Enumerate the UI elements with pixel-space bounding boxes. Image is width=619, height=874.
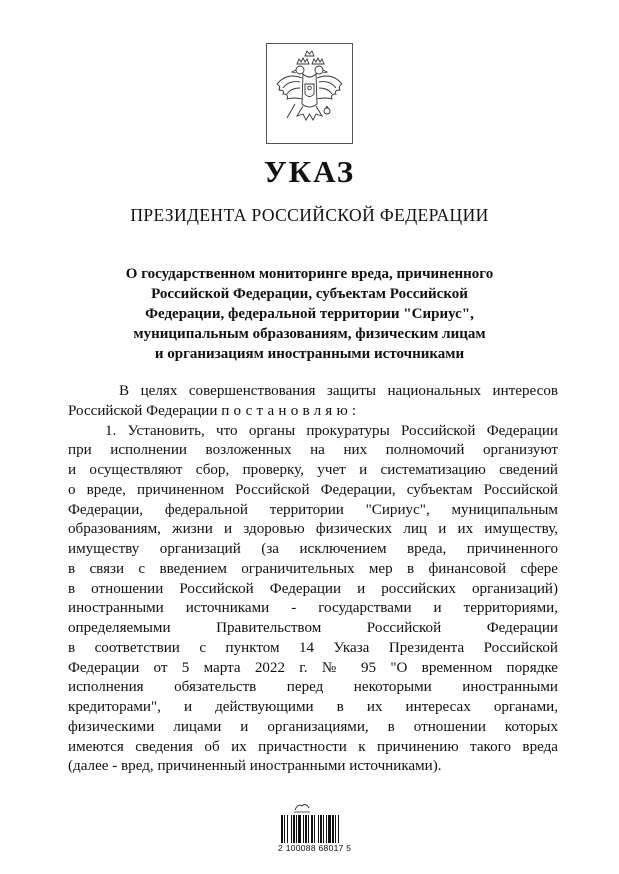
subject-line: муниципальным образованиям, физическим лицам (133, 326, 486, 342)
paragraph-line: о вреде, причиненном Российской Федерации, субъектам Российской (68, 481, 558, 498)
paragraph-line: определяемыми Правительством Российской Федерации (68, 620, 558, 636)
state-emblem (266, 43, 353, 144)
issuer-line: ПРЕЗИДЕНТА РОССИЙСКОЙ ФЕДЕРАЦИИ (130, 205, 489, 225)
preamble-line: В целях совершенствования защиты национальных интересов (119, 383, 558, 399)
decree-word: постановляю: (221, 402, 361, 419)
paragraph-line: при исполнении возложенных на них полномочий организуют (68, 442, 558, 459)
paragraph-line: в связи с введением ограничительных мер в финансовой сфере (68, 560, 558, 577)
decree-body (68, 382, 558, 777)
barcode (281, 815, 366, 843)
barcode-number: 2 100088 68017 5 (278, 843, 352, 853)
paragraph-line: 1. Установить, что органы прокуратуры Российской Федерации (105, 422, 558, 439)
subject-line: Федерации, федеральной территории "Сириус", (145, 306, 474, 322)
paragraph-line: имуществу организаций (за исключением вреда, причиненного (68, 541, 558, 557)
print-mark-icon (292, 800, 312, 814)
paragraph-line: в отношении Российской Федерации и российских организаций) (68, 580, 558, 597)
preamble-text: Российской Федерации (68, 402, 218, 419)
paragraph-line: имеются сведения об их причастности к причинению такого вреда (68, 738, 558, 755)
paragraph-line: образованиям, жизни и здоровью физических лиц и их имуществу, (68, 521, 558, 538)
paragraph-line: в соответствии с пунктом 14 Указа Президента Российской (68, 639, 558, 656)
paragraph-line: Федерации от 5 марта 2022 г. № 95 "О временном порядке (68, 659, 558, 676)
subject-line: и организациям иностранными источниками (154, 346, 465, 362)
paragraph-line: исполнения обязательств перед некоторыми иностранными (68, 679, 558, 696)
paragraph-line: кредиторами", и действующими в их интересах органами, (68, 699, 558, 715)
paragraph-line: Федерации, федеральной территории "Сириус", муниципальным (68, 501, 558, 518)
double-headed-eagle-icon (267, 44, 352, 143)
decree-subject (70, 264, 549, 364)
paragraph-line: (далее - вред, причиненный иностранными источниками). (68, 758, 442, 775)
subject-line: О государственном мониторинге вреда, причиненного (125, 266, 494, 282)
subject-line: Российской Федерации, субъектам Российской (151, 286, 468, 302)
preamble-line (68, 402, 558, 422)
paragraph-line: и осуществляют сбор, проверку, учет и систематизацию сведений (68, 462, 558, 478)
paragraph-line: иностранными источниками - государствами и территориями, (68, 600, 558, 617)
paragraph-line: физическими лицами и организациями, в отношении которых (68, 718, 558, 735)
document-type-title: УКАЗ (263, 154, 356, 189)
